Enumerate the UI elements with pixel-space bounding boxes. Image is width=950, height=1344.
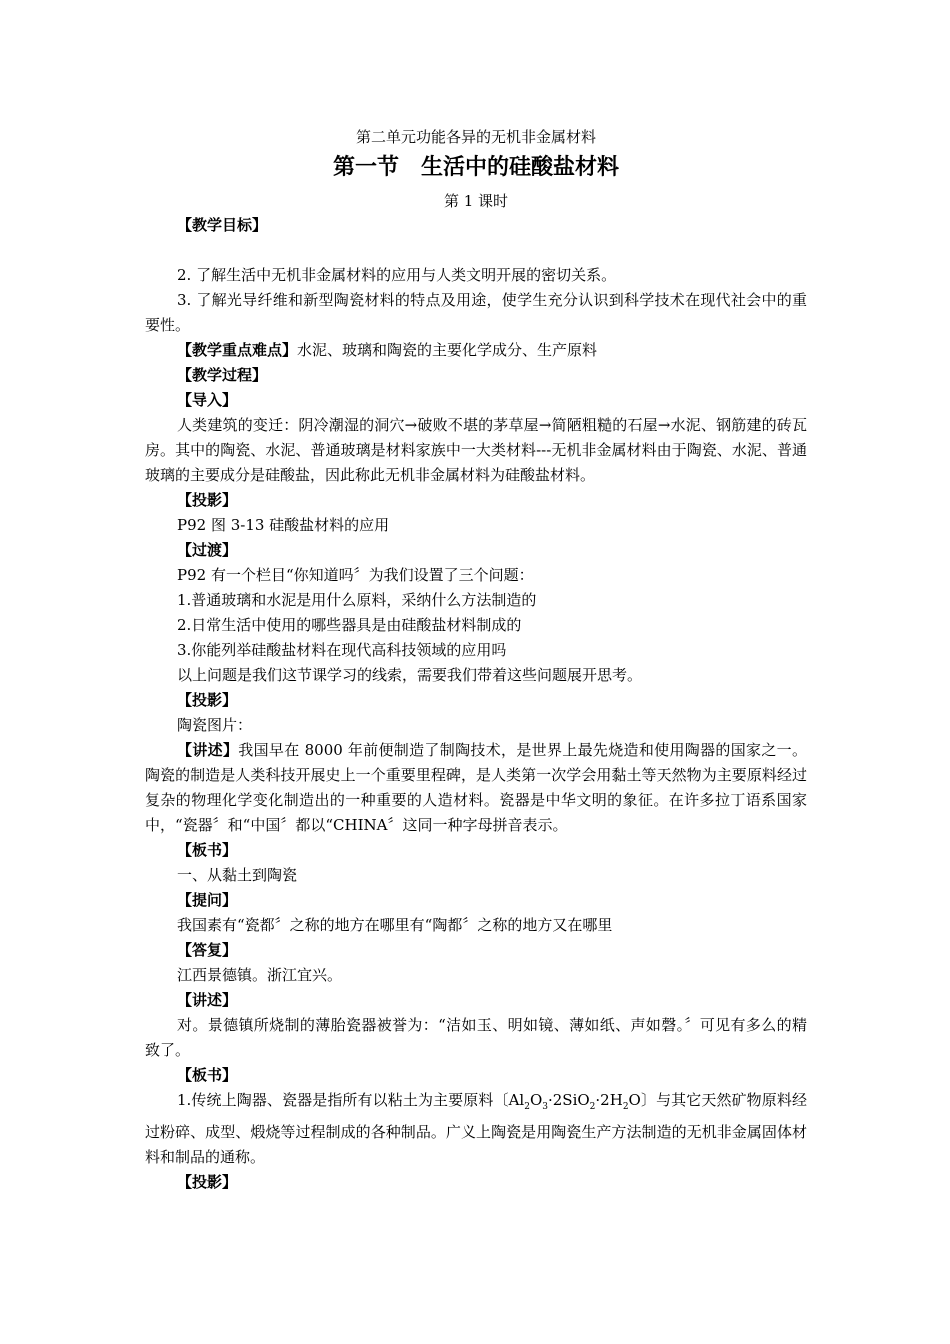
process-heading: 【教学过程】 (177, 366, 268, 384)
intro-heading: 【导入】 (177, 391, 238, 409)
formula-subscript: 3 (542, 1102, 548, 1112)
projection-heading-2: 【投影】 (177, 691, 238, 709)
blank-line (145, 238, 807, 263)
formula-subscript: 2 (622, 1102, 629, 1112)
transition-text: P92 有一个栏目“你知道吗〞为我们设置了三个问题： (177, 566, 534, 584)
period-label: 第 1 课时 (443, 192, 509, 210)
board-text-2-pre: 1.传统上陶器、瓷器是指所有以粘土为主要原料〔 (177, 1091, 509, 1109)
lecture-heading-1: 【讲述】 (177, 741, 239, 759)
lecture-heading-2: 【讲述】 (177, 991, 238, 1009)
intro-text: 人类建筑的变迁：阴冷潮湿的洞穴→破败不堪的茅草屋→简陋粗糙的石屋→水泥、钢筋建的砖瓦房。其中的陶瓷、水泥、普通玻璃是材料家族中一大类材料---无机非金属材料由于陶瓷、水泥、普通玻璃的主要成分是硅酸盐，因此称此无机非金属材料为硅酸盐材料。 (145, 416, 807, 484)
question-summary: 以上问题是我们这节课学习的线索，需要我们带着这些问题展开思考。 (177, 666, 643, 684)
formula-part: O (628, 1091, 641, 1109)
key-text: 水泥、玻璃和陶瓷的主要化学成分、生产原料 (297, 341, 598, 359)
objective-2: 2. 了解生活中无机非金属材料的应用与人类文明开展的密切关系。 (177, 266, 617, 284)
unit-title: 第二单元功能各异的无机非金属材料 (355, 128, 596, 146)
board-heading-2: 【板书】 (177, 1066, 238, 1084)
formula-part: O (529, 1091, 543, 1109)
board-paragraph-2 (145, 1088, 807, 1170)
transition-heading: 【过渡】 (177, 541, 238, 559)
question-3: 3.你能列举硅酸盐材料在现代高科技领域的应用吗 (177, 641, 507, 659)
section-title: 第一节 生活中的硅酸盐材料 (332, 155, 619, 180)
projection-heading-3: 【投影】 (177, 1173, 238, 1191)
key-heading: 【教学重点难点】 (177, 341, 298, 359)
formula-part: ·2SiO (547, 1091, 590, 1109)
board-text-2-post: 〕与其它天然矿物原料经过粉碎、成型、煅烧等过程制成的各种制品。广义上陶瓷是用陶瓷生产方法制造的无机非金属固体材料和制品的通称。 (145, 1091, 807, 1166)
objectives-heading: 【教学目标】 (177, 216, 268, 234)
ask-text: 我国素有“瓷都〞之称的地方在哪里有“陶都〞之称的地方又在哪里 (177, 916, 613, 934)
key-points (145, 338, 807, 363)
formula-subscript: 2 (524, 1102, 530, 1112)
board-heading-1: 【板书】 (177, 841, 238, 859)
question-1: 1.普通玻璃和水泥是用什么原料，采纳什么方法制造的 (177, 591, 537, 609)
projection-text-1: P92 图 3-13 硅酸盐材料的应用 (177, 516, 390, 534)
formula-part: ·2H (595, 1091, 623, 1109)
formula-subscript: 2 (589, 1102, 596, 1112)
document-body (145, 126, 807, 1195)
answer-heading: 【答复】 (177, 941, 238, 959)
answer-text: 江西景德镇。浙江宜兴。 (177, 966, 343, 984)
question-2: 2.日常生活中使用的哪些器具是由硅酸盐材料制成的 (177, 616, 522, 634)
lecture-text-2: 对。景德镇所烧制的薄胎瓷器被誉为：“洁如玉、明如镜、薄如纸、声如磬。〞可见有多么的精致了。 (145, 1016, 807, 1059)
projection-text-2: 陶瓷图片： (177, 716, 253, 734)
projection-heading-1: 【投影】 (177, 491, 238, 509)
lecture-paragraph-1 (145, 738, 807, 838)
board-text-1: 一、从黏土到陶瓷 (177, 866, 298, 884)
chemical-formula (508, 1091, 641, 1112)
objective-3: 3. 了解光导纤维和新型陶瓷材料的特点及用途，使学生充分认识到科学技术在现代社会中的重要性。 (145, 291, 807, 334)
lecture-text-1: 我国早在 8000 年前便制造了制陶技术，是世界上最先烧造和使用陶器的国家之一。陶瓷的制造是人类科技开展史上一个重要里程碑，是人类第一次学会用黏土等天然物为主要原料经过复杂的物理化学变化制造出的一种重要的人造材料。瓷器是中华文明的象征。在许多拉丁语系国家中，“瓷器〞和“中国〞都以“CHINA〞这同一种字母拼音表示。 (145, 741, 807, 834)
ask-heading: 【提问】 (177, 891, 238, 909)
formula-part: Al (508, 1091, 525, 1109)
